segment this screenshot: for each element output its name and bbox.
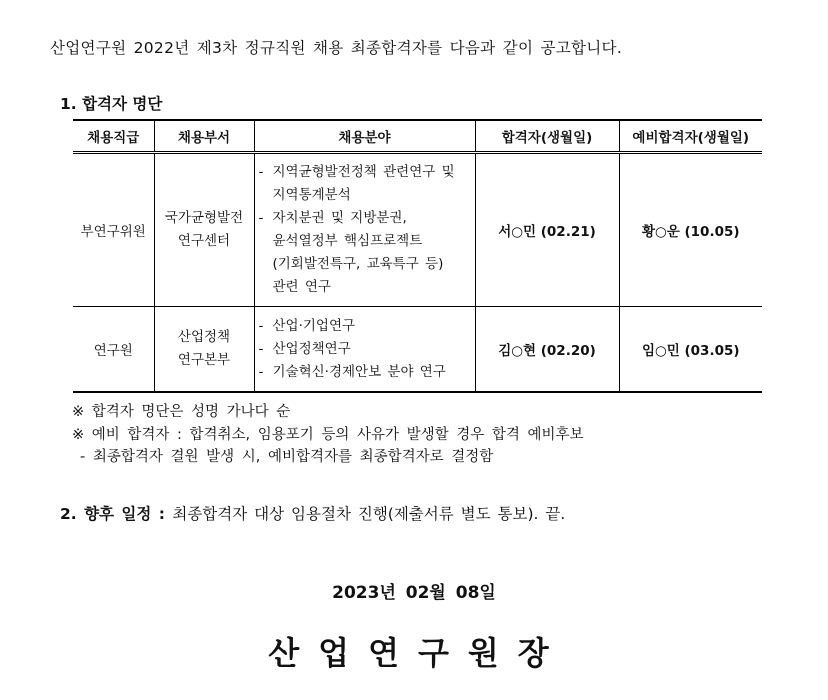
section-2-title: 2. 향후 일정 :	[60, 505, 165, 523]
field-item: - 자치분권 및 지방분권,	[258, 210, 407, 226]
department-cell	[154, 153, 254, 307]
department-line: 산업정책	[177, 329, 231, 345]
section-2-text: 최종합격자 대상 임용절차 진행(제출서류 별도 통보). 끝.	[172, 505, 566, 523]
field-item-continued: 지역통계분석	[272, 187, 351, 203]
field-item-continued: 윤석열정부 핵심프로젝트	[272, 233, 423, 249]
header-field: 채용분야	[254, 120, 475, 153]
table-row	[73, 307, 762, 393]
header-department: 채용부서	[154, 120, 254, 153]
field-cell	[254, 153, 475, 307]
field-cell	[254, 307, 475, 393]
field-item: - 기술혁신·경제안보 분야 연구	[258, 363, 446, 380]
announcement-intro: 산업연구원 2022년 제3차 정규직원 채용 최종합격자를 다음과 같이 공고합니다.	[50, 39, 623, 57]
field-item: - 산업·기업연구	[258, 317, 356, 334]
section-1-title: 1. 합격자 명단	[60, 95, 163, 113]
department-line: 국가균형발전	[164, 210, 244, 226]
announcement-date: 2023년 02월 08일	[332, 583, 496, 603]
field-item: - 지역균형발전정책 관련연구 및	[258, 164, 455, 180]
department-line: 연구센터	[177, 233, 231, 249]
field-item-continued: 관련 연구	[272, 279, 331, 295]
reserve-cell: 황○운 (10.05)	[619, 153, 762, 307]
grade-cell: 부연구위원	[73, 153, 154, 307]
section-2	[60, 502, 565, 524]
signer-title: 산업연구원장	[268, 634, 568, 672]
table-header-row	[73, 120, 762, 153]
header-grade: 채용직급	[73, 120, 154, 153]
note-line: ※ 예비 합격자 : 합격취소, 임용포기 등의 사유가 발생할 경우 합격 예비후보	[72, 426, 584, 443]
field-item-continued: (기회발전특구, 교육특구 등)	[272, 256, 444, 272]
table-row	[73, 153, 762, 307]
winner-cell: 서○민 (02.21)	[475, 153, 619, 307]
department-cell	[154, 307, 254, 393]
note-sub-line: - 최종합격자 결원 발생 시, 예비합격자를 최종합격자로 결정함	[80, 449, 494, 465]
reserve-cell: 임○민 (03.05)	[619, 307, 762, 393]
department-line: 연구본부	[177, 352, 231, 368]
grade-cell: 연구원	[73, 307, 154, 393]
field-item: - 산업정책연구	[258, 340, 351, 357]
notes-block	[72, 401, 584, 469]
winner-cell: 김○현 (02.20)	[475, 307, 619, 393]
header-reserve: 예비합격자(생월일)	[619, 120, 762, 153]
note-line: ※ 합격자 명단은 성명 가나다 순	[72, 404, 291, 420]
header-winner: 합격자(생월일)	[475, 120, 619, 153]
successful-candidates-table	[73, 119, 762, 393]
